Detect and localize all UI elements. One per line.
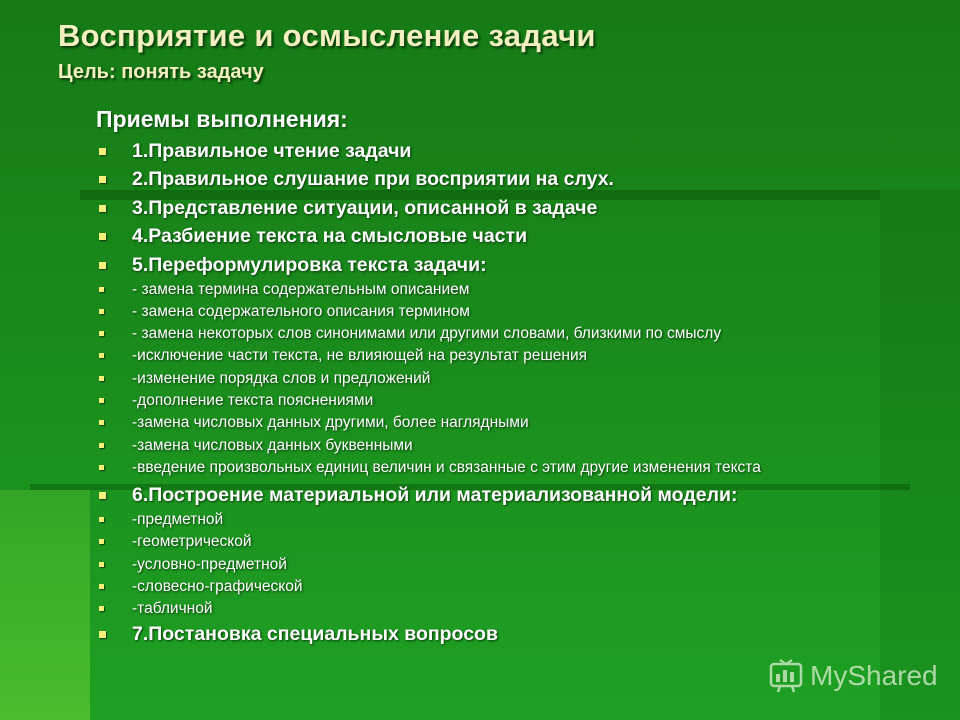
slide-title: Восприятие и осмысление задачи [58, 18, 596, 53]
bullet-square-icon [99, 465, 104, 470]
list-item-text: -исключение части текста, не влияющей на результат решения [132, 347, 588, 364]
list-item-text: 6.Построение материальной или материализованной модели: [132, 484, 738, 506]
list-item-text: -изменение порядка слов и предложений [132, 370, 431, 387]
bullet-square-icon [99, 443, 104, 448]
bullet-square-icon [99, 176, 106, 183]
myshared-logo-icon [768, 658, 804, 694]
watermark-text: MyShared [810, 660, 938, 691]
bullet-square-icon [99, 262, 106, 269]
list-item-text: -дополнение текста пояснениями [132, 392, 374, 409]
bullet-square-icon [99, 606, 104, 611]
list-item-text: -табличной [132, 600, 213, 617]
list-item-text: 7.Постановка специальных вопросов [132, 623, 498, 645]
bullet-square-icon [99, 539, 104, 544]
background-stripe [0, 490, 90, 720]
list-item-text: -геометрической [132, 533, 252, 550]
slide-subtitle: Цель: понять задачу [58, 61, 264, 83]
bullet-square-icon [99, 205, 106, 212]
bullet-square-icon [99, 562, 104, 567]
list-item-text: -замена числовых данных другими, более наглядными [132, 414, 529, 431]
list-item-text: -условно-предметной [132, 556, 287, 573]
list-item-text: - замена некоторых слов синонимами или другими словами, близкими по смыслу [132, 325, 722, 342]
bullet-square-icon [99, 309, 104, 314]
list-heading: Приемы выполнения: [96, 106, 348, 132]
list-item-text: - замена содержательного описания термином [132, 303, 470, 320]
bullet-square-icon [99, 287, 104, 292]
bullet-square-icon [99, 398, 104, 403]
list-item-text: -словесно-графической [132, 578, 303, 595]
list-item-text: 2.Правильное слушание при восприятии на слух. [132, 168, 614, 190]
bullet-square-icon [99, 420, 104, 425]
bullet-square-icon [99, 353, 104, 358]
bullet-square-icon [99, 331, 104, 336]
list-item-text: - замена термина содержательным описанием [132, 281, 470, 298]
bullet-square-icon [99, 148, 106, 155]
bullet-square-icon [99, 376, 104, 381]
bullet-square-icon [99, 492, 106, 499]
bullet-square-icon [99, 517, 104, 522]
list-item-text: 1.Правильное чтение задачи [132, 140, 412, 162]
bullet-square-icon [99, 631, 106, 638]
list-item-text: -введение произвольных единиц величин и связанные с этим другие изменения текста [132, 459, 761, 476]
bullet-square-icon [99, 584, 104, 589]
watermark [768, 656, 938, 696]
list-item-text: 3.Представление ситуации, описанной в задаче [132, 197, 598, 219]
list-item-text: -замена числовых данных буквенными [132, 437, 413, 454]
bullet-square-icon [99, 233, 106, 240]
list-item-text: 4.Разбиение текста на смысловые части [132, 225, 528, 247]
list-item-text: 5.Переформулировка текста задачи: [132, 254, 487, 276]
list-item-text: -предметной [132, 511, 224, 528]
background-stripe [880, 190, 960, 720]
